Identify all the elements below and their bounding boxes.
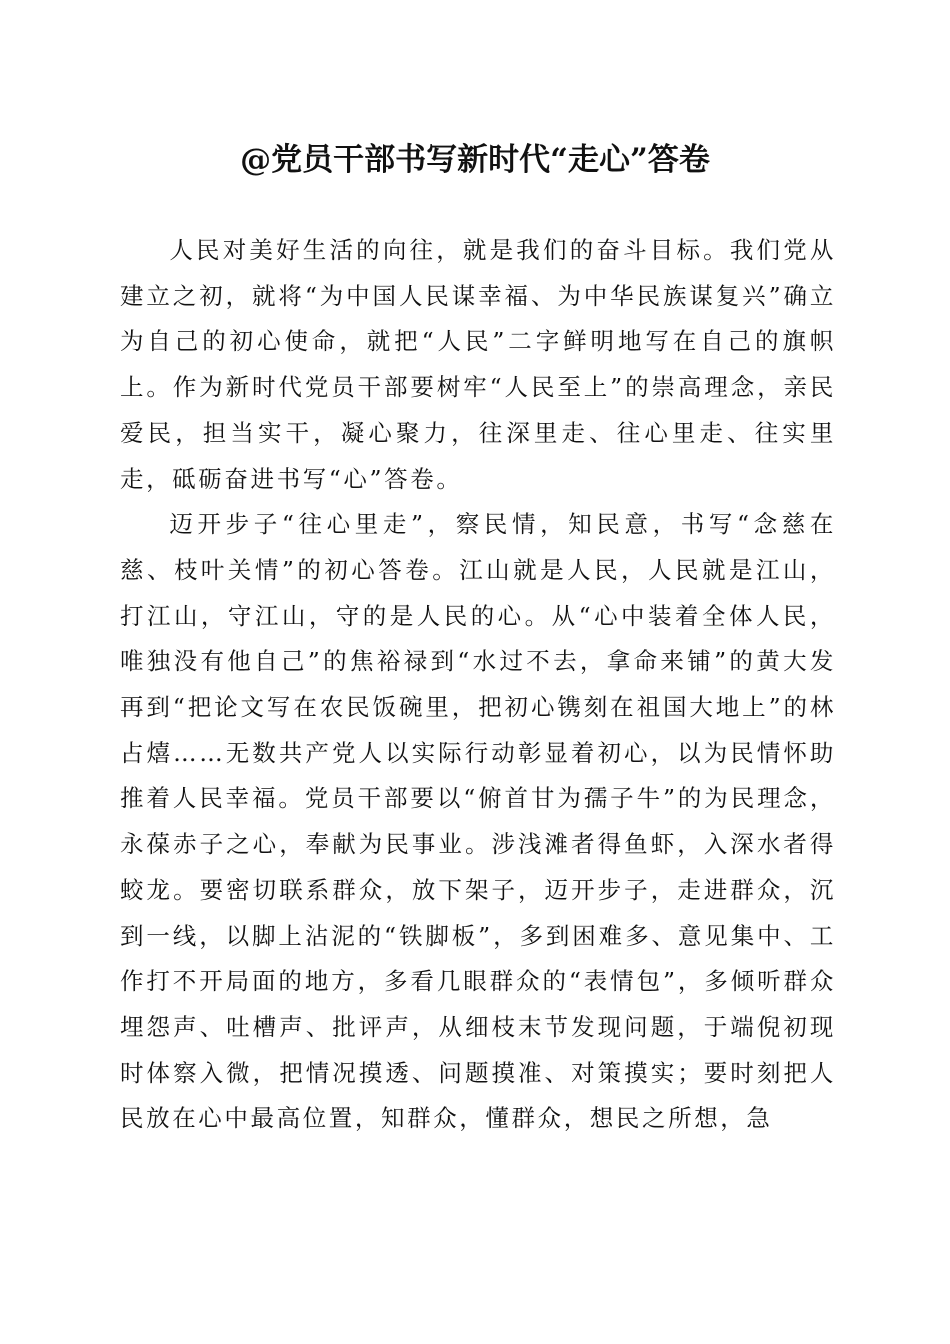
document-body: [120, 228, 836, 1142]
paragraph-2: 迈开步子“往心里走”，察民情，知民意，书写“念慈在慈、枝叶关情”的初心答卷。江山就是人民，人民就是江山，打江山，守江山，守的是人民的心。从“心中装着全体人民，唯独没有他自己”的焦裕禄到“水过不去，拿命来铺”的黄大发再到“把论文写在农民饭碗里，把初心镌刻在祖国大地上”的林占熺……无数共产党人以实际行动彰显着初心，以为民情怀助推着人民幸福。党员干部要以“俯首甘为孺子牛”的为民理念，永葆赤子之心，奉献为民事业。涉浅滩者得鱼虾，入深水者得蛟龙。要密切联系群众，放下架子，迈开步子，走进群众，沉到一线，以脚上沾泥的“铁脚板”，多到困难多、意见集中、工作打不开局面的地方，多看几眼群众的“表情包”，多倾听群众埋怨声、吐槽声、批评声，从细枝末节发现问题，于端倪初现时体察入微，把情况摸透、问题摸准、对策摸实；要时刻把人民放在心中最高位置，知群众，懂群众，想民之所想，急: [120, 510, 836, 1133]
paragraph-1: 人民对美好生活的向往，就是我们的奋斗目标。我们党从建立之初，就将“为中国人民谋幸福、为中华民族谋复兴”确立为自己的初心使命，就把“人民”二字鲜明地写在自己的旗帜上。作为新时代党员干部要树牢“人民至上”的崇高理念，亲民爱民，担当实干，凝心聚力，往深里走、往心里走、往实里走，砥砺奋进书写“心”答卷。: [120, 236, 836, 493]
document-title: @党员干部书写新时代“走心”答卷: [240, 142, 710, 178]
